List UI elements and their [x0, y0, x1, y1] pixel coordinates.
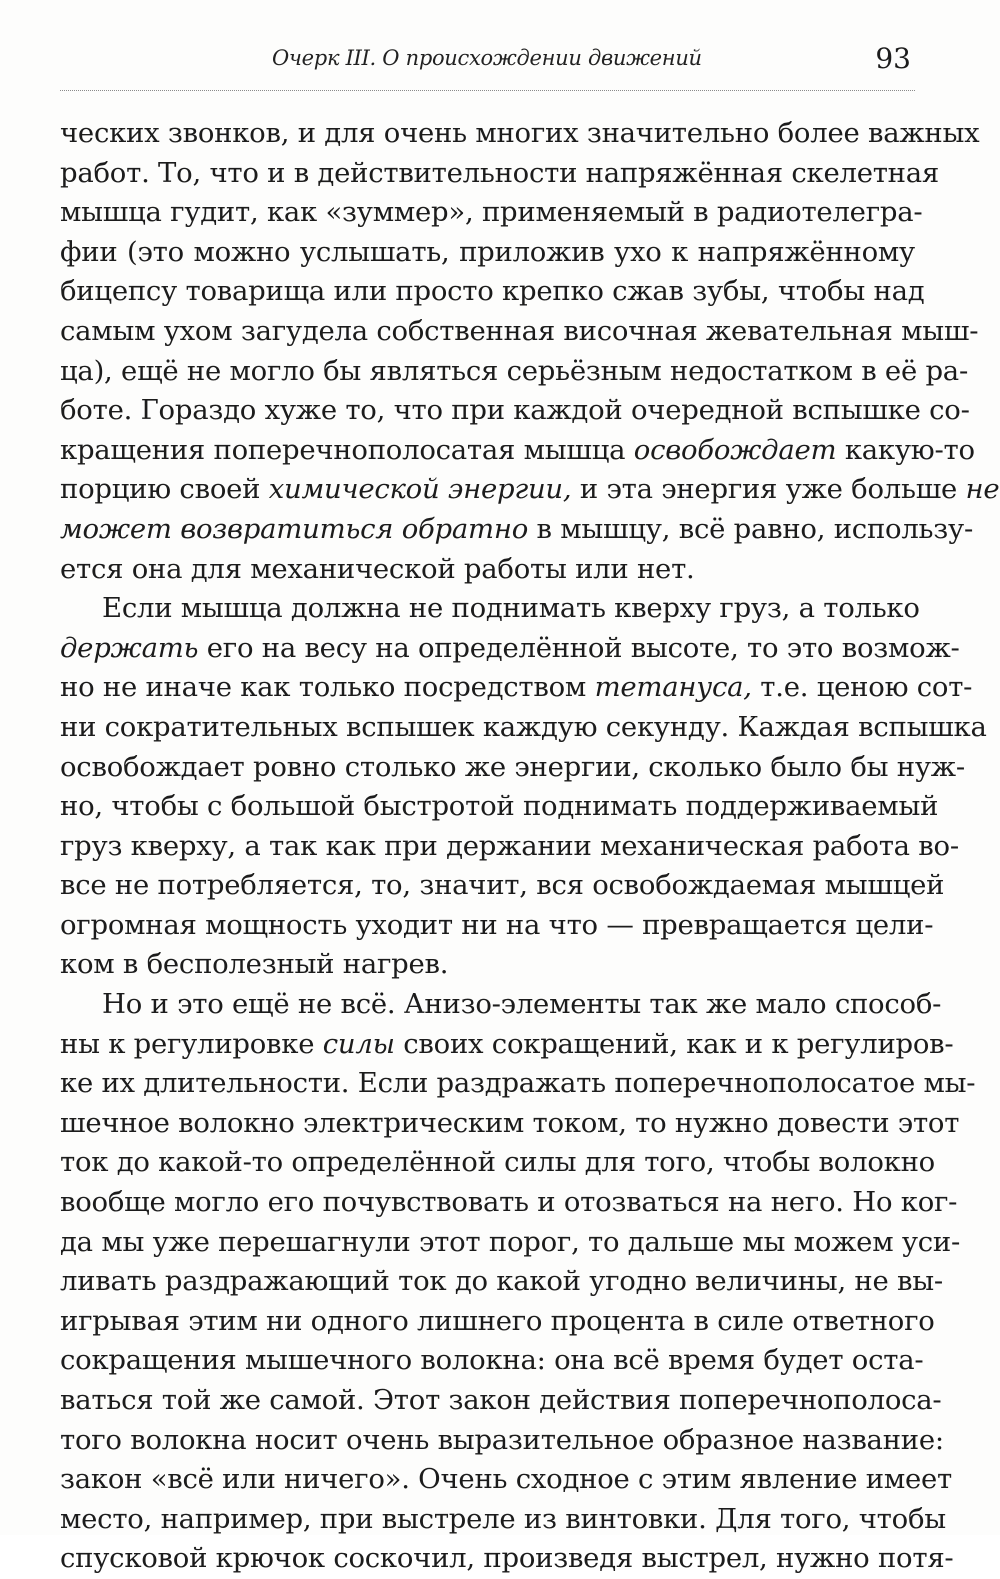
text-line: ны к регулировке силы своих сокращений, как и к регулиров- [60, 1027, 954, 1060]
text-line: ни сократительных вспышек каждую секунду. Каждая вспышка [60, 710, 987, 743]
emphasis: химической энергии, [268, 473, 572, 506]
text-line: бицепсу товарища или просто крепко сжав зубы, чтобы над [60, 275, 925, 308]
text-line: но не иначе как только посредством тетануса, т.е. ценою сот- [60, 671, 973, 704]
text-line: самым ухом загудела собственная височная жевательная мыш- [60, 314, 979, 347]
text-line: ке их длительности. Если раздражать поперечнополосатое мы- [60, 1067, 976, 1100]
text-line: закон «всё или ничего». Очень сходное с этим явление имеет [60, 1463, 952, 1496]
text-line: вообще могло его почувствовать и отозваться на него. Но ког- [60, 1186, 958, 1219]
text-line: шечное волокно электрическим током, то нужно довести этот [60, 1106, 960, 1139]
emphasis: не [965, 473, 1000, 506]
text-line: боте. Гораздо хуже то, что при каждой очередной вспышке со- [60, 394, 970, 427]
text-line: все не потребляется, то, значит, вся освобождаемая мышцей [60, 869, 945, 902]
text-line: ток до какой-то определённой силы для того, чтобы волокно [60, 1146, 935, 1179]
emphasis: освобождает [633, 433, 837, 466]
text-line: Но и это ещё не всё. Анизо-элементы так же мало способ- [102, 988, 942, 1021]
text-line: кращения поперечнополосатая мышца освобождает какую-то [60, 433, 975, 466]
text-line: порцию своей химической энергии, и эта энергия уже больше не [60, 473, 1000, 506]
emphasis: силы [322, 1027, 395, 1060]
text-line: держать его на весу на определённой высоте, то это возмож- [60, 631, 960, 664]
text-line: освобождает ровно столько же энергии, сколько было бы нуж- [60, 750, 965, 783]
text-line: груз кверху, а так как при держании механическая работа во- [60, 829, 959, 862]
chapter-title: Очерк III. О происхождении движений [272, 46, 702, 70]
text-line: фии (это можно услышать, приложив ухо к напряжённому [60, 235, 915, 268]
text-line: ваться той же самой. Этот закон действия поперечнополоса- [60, 1384, 942, 1416]
text-line: но, чтобы с большой быстротой поднимать поддерживаемый [60, 790, 939, 823]
emphasis: держать [60, 631, 199, 664]
emphasis: может возвратиться обратно [60, 512, 529, 545]
emphasis: тетануса, [594, 671, 752, 704]
text-line: ется она для механической работы или нет. [60, 552, 695, 585]
text-line: того волокна носит очень выразительное образное название: [60, 1423, 944, 1456]
text-line: место, например, при выстреле из винтовки. Для того, чтобы [60, 1502, 946, 1535]
header-rule [60, 90, 915, 91]
body-text [60, 114, 1000, 1579]
text-line: может возвратиться обратно в мышцу, всё равно, использу- [60, 512, 973, 545]
text-line: ком в бесполезный нагрев. [60, 948, 449, 981]
text-line: Если мышца должна не поднимать кверху груз, а только [102, 592, 920, 625]
running-header [60, 40, 915, 88]
text-line: огромная мощность уходит ни на что — превращается цели- [60, 908, 934, 941]
text-line: работ. То, что и в действительности напряжённая скелетная [60, 156, 940, 189]
text-line: ческих звонков, и для очень многих значительно более важных [60, 117, 980, 149]
text-line: мышца гудит, как «зуммер», применяемый в радиотелегра- [60, 196, 923, 229]
text-line: сокращения мышечного волокна: она всё время будет оста- [60, 1344, 924, 1377]
page-number: 93 [875, 42, 911, 75]
text-line: ца), ещё не могло бы являться серьёзным недостатком в её ра- [60, 354, 968, 387]
text-line: игрывая этим ни одного лишнего процента в силе ответного [60, 1304, 935, 1337]
text-line: спусковой крючок соскочил, произведя выстрел, нужно потя- [60, 1542, 954, 1575]
text-line: да мы уже перешагнули этот порог, то дальше мы можем уси- [60, 1225, 961, 1258]
text-line: ливать раздражающий ток до какой угодно величины, не вы- [60, 1265, 943, 1298]
